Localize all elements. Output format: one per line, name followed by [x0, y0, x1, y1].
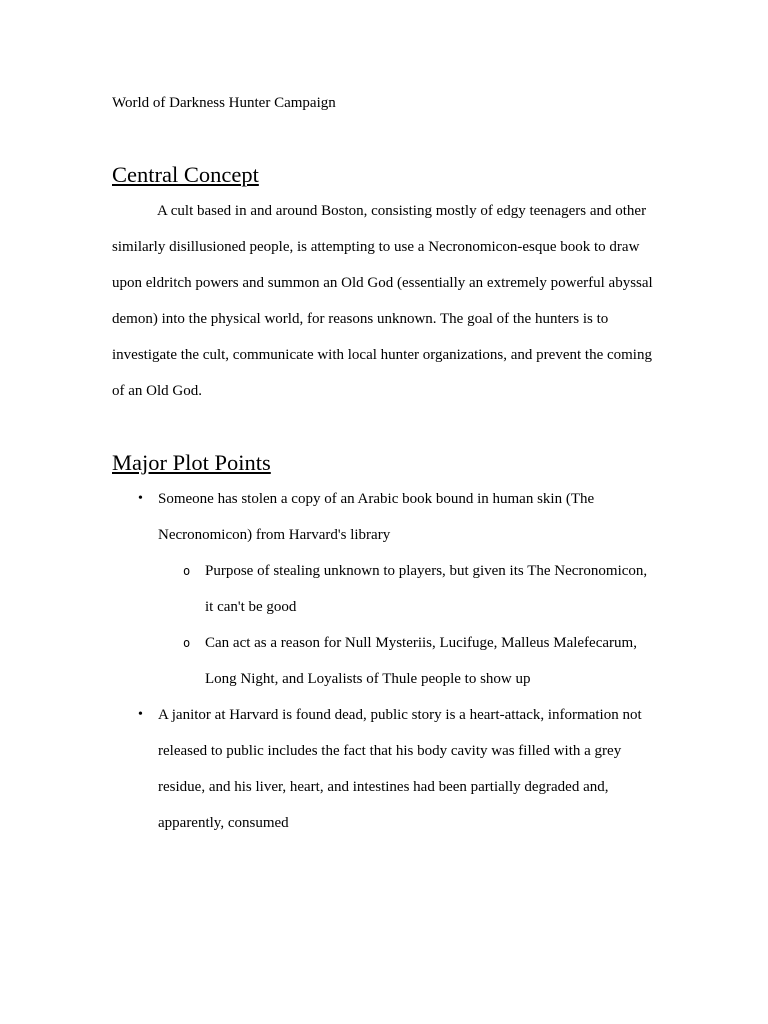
list-item: [112, 697, 656, 841]
list-item: [112, 481, 656, 553]
list-item-text: Can act as a reason for Null Mysteriis, Lucifuge, Malleus Malefecarum, Long Night, and Loyalists of Thule people to show up: [205, 635, 637, 687]
list-item: [112, 553, 656, 625]
list-item-text: Someone has stolen a copy of an Arabic book bound in human skin (The Necronomicon) from Harvard's library: [158, 491, 595, 543]
sub-bullet-marker-icon: o: [183, 564, 191, 578]
bullet-marker-icon: •: [138, 491, 143, 506]
list-item-text: Purpose of stealing unknown to players, but given its The Necronomicon, it can't be good: [205, 563, 648, 615]
heading-major-plot-points: Major Plot Points: [112, 450, 271, 475]
central-concept-paragraph: A cult based in and around Boston, consisting mostly of edgy teenagers and other similarly disillusioned people, is attempting to use a Necronomicon-esque book to draw upon eldritch powers and summon an Old God (essentially an extremely powerful abyssal demon) into the physical world, for reasons unknown. The goal of the hunters is to investigate the cult, communicate with local hunter organizations, and prevent the coming of an Old God.: [112, 203, 653, 399]
document-title: World of Darkness Hunter Campaign: [112, 95, 336, 111]
list-item-text: A janitor at Harvard is found dead, public story is a heart-attack, information not released to public includes the fact that his body cavity was filled with a grey residue, and his liver, heart, and intestines had been partially degraded and, apparently, consumed: [158, 707, 642, 831]
sub-bullet-marker-icon: o: [183, 636, 191, 650]
heading-central-concept: Central Concept: [112, 162, 259, 187]
bullet-marker-icon: •: [138, 707, 143, 722]
plot-points-list: [112, 481, 656, 841]
list-item: [112, 625, 656, 697]
